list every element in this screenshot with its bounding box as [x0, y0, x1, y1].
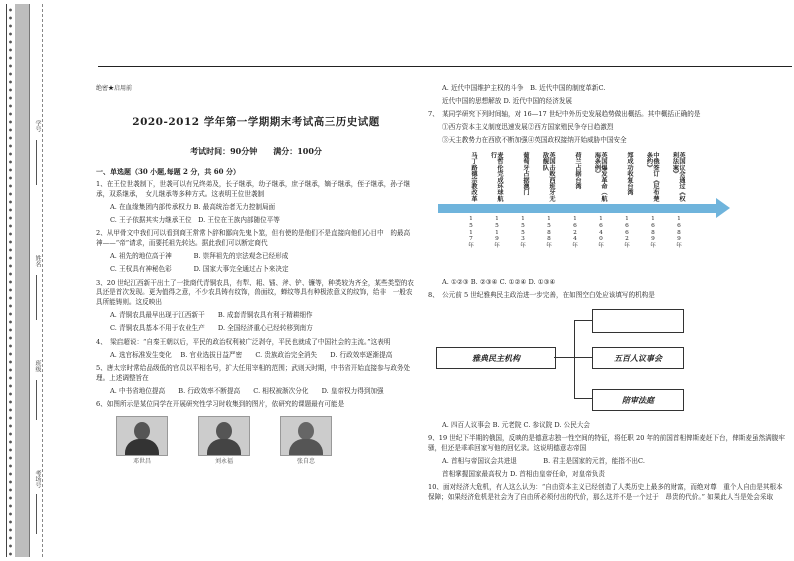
question-text: 3、20 世纪江西新干出土了一批商代青铜农具，有犁、耜、锸、斧、铲、镰等，种类较为齐全，某些类型的农具还是首次发现。更为值得之意，不少农具铸有纹饰，兽面纹，蝉纹等具有种极浓意义的纹饰，给非 一般农具所能铸则。这反映出	[96, 278, 414, 307]
timeline-event: 英国爆发革命（航海条例）	[593, 152, 607, 202]
portrait-caption: 张自忠	[296, 457, 315, 465]
question-list	[428, 84, 788, 146]
answer-options: A. 近代中国维护主权的斗争 B. 近代中国的制度革新C.	[442, 84, 606, 92]
timeline-year: 1 5 5 3 年	[520, 216, 526, 249]
timeline-event: 英国击败西班牙无敌舰队	[541, 152, 555, 202]
portrait-photo	[198, 416, 250, 456]
timeline-year: 1 5 1 7 年	[468, 216, 474, 249]
athens-institution-diagram	[428, 305, 768, 415]
question-text: 5、唐太宗时常给品级低的官员以平相名号，扩大任用宰相的范围；武则天时期，中书省开始直接参与政务处理。上述调整旨在	[96, 363, 411, 382]
timeline-event: 中俄签订《尼布楚条约》	[645, 152, 659, 202]
binding-fill-line	[36, 380, 37, 420]
answer-options: A. 在血缘集团内部传承权力 B. 最高统治者无力控制局面	[110, 203, 276, 212]
timeline-year: 1 6 6 2 年	[624, 216, 630, 249]
cut-line	[42, 4, 43, 557]
exam-time-score: 考试时间：90分钟 满分：100分	[190, 145, 322, 156]
question-list	[428, 278, 788, 301]
answer-options: C. 王子依据其实力继承王位 D. 王位在王族内部随位平等	[110, 216, 280, 225]
timeline-event: 郑成功收复台湾	[626, 152, 633, 196]
answer-options: A. 中书省地位提高 B. 行政效率不断提高 C. 相权被渐次分化 D. 皇帝权力得到加强	[110, 386, 384, 395]
confidential-mark: 绝密★启用前	[96, 85, 133, 92]
timeline-arrow-shaft	[438, 204, 716, 213]
portrait-photo	[116, 416, 168, 456]
portrait-row	[116, 416, 416, 466]
question-text: 6、如图所示是某位同学在开展研究性学习时收集到的图片，依研究的课题最有可能是	[96, 399, 345, 408]
history-timeline	[432, 152, 772, 272]
binding-field-label: 姓名	[34, 255, 41, 267]
portrait-caption: 刘永福	[214, 457, 233, 465]
section-heading: 一、单选题（30 小题,每题 2 分，共 60 分）	[96, 166, 240, 176]
header-rule	[98, 66, 792, 67]
timeline-year: 1 5 1 9 年	[494, 216, 500, 249]
diagram-blank-box	[592, 309, 684, 333]
question-list	[428, 421, 788, 503]
diagram-council-box: 五百人议事会	[592, 347, 684, 369]
timeline-year: 1 6 8 9 年	[650, 216, 656, 249]
timeline-event: 麦哲伦完成环球航行	[489, 152, 503, 202]
binding-grey-band	[15, 4, 29, 557]
timeline-event: 葡萄牙占据澳门	[522, 152, 529, 196]
timeline-event: 荷兰占据台湾	[574, 152, 581, 190]
answer-options: C. 青铜农具基本不用于农业生产 D. 全国经济重心已经转移到南方	[110, 324, 313, 333]
diagram-connector	[574, 320, 592, 321]
question-text: 8、 公元前 5 世纪雅典民主政治进一步完善，在如图空白处应该填写的机构是	[428, 291, 655, 300]
question-text: 2、从甲骨文中我们可以看到商王常常卜辞和鄙向先鬼卜筮，但有使的是他们不是直接向他们心目中 的最高神——“帝”请求，而要托祖先转达。据此我们可以断定商代	[96, 229, 411, 248]
answer-options: ①西方资本主义制度迅速发展②西方国家殖民争夺日趋激烈	[442, 123, 614, 132]
question-text: 10、面对经济大危机，有人这么认为：“自由资本主义已经创造了人类历史上最多的财富，而绝对尊 重个人自由是其根本保障；如果经济危机是社会为了自由所必须付出的代价，那么这并不是一个过于 昂贵的代价。” 如果此人当是处会采取	[428, 483, 783, 502]
timeline-event: 英国议会通过《权利法案》	[671, 152, 685, 202]
binding-edge-line	[29, 4, 30, 557]
diagram-root-box: 雅典民主机构	[436, 347, 556, 369]
portrait	[116, 416, 168, 466]
binding-fill-line	[36, 494, 37, 534]
right-column	[428, 84, 788, 506]
diagram-connector	[554, 357, 574, 358]
answer-options: A. 首相与帝国议会共进退 B. 君主是国家的元首，能指不出C.	[442, 457, 645, 466]
diagram-connector	[574, 357, 592, 358]
timeline-arrow-head	[716, 198, 730, 218]
binding-fill-line	[36, 140, 37, 185]
question-text: 1、在王位世袭制下，世袭可以有兄终弟及，长子继承，幼子继承，庶子继承，嫡子继承，侄子继承，孙子继承，双系继承， 女儿继承等多种方式。这表明王位世袭制	[96, 180, 411, 199]
left-column	[96, 84, 416, 466]
exam-title: 2020-2012 学年第一学期期末考试高三历史试题	[132, 116, 380, 128]
question-list	[96, 180, 416, 409]
answer-options: A. 选官标准发生变化 B. 官业选拔日益严密 C. 贵族政治完全消失 D. 行政效率逐渐提高	[110, 350, 393, 359]
timeline-year: 1 6 2 4 年	[572, 216, 578, 249]
answer-options: A. ①②③ B. ②③④ C. ①②④ D. ①③④	[442, 278, 556, 287]
diagram-connector	[574, 398, 592, 399]
binding-field-label: 考场号	[34, 470, 41, 488]
diagram-court-box: 陪审法庭	[592, 389, 684, 411]
answer-options: A. 青铜农具最早出现于江西新干 B. 成套青铜农具有利于精耕细作	[110, 311, 313, 320]
question-text: 4、 梁启超说：“自秦王朝以后，平民的政治权利被广泛剥夺，平民也就成了中国社会的主流。”这表明	[96, 337, 391, 346]
binding-field-label: 班级	[34, 360, 41, 372]
answer-options: C. 王权具有神秘色彩 D. 国家大事完全通过占卜来决定	[110, 265, 289, 274]
timeline-year: 1 5 8 8 年	[546, 216, 552, 249]
question-text: 7、 某同学研究下列时间轴，对 16—17 世纪中外历史发展趋势做出概括。其中概括正确的是	[428, 110, 701, 119]
binding-strip	[0, 0, 56, 561]
portrait	[198, 416, 250, 466]
timeline-year: 1 6 4 0 年	[598, 216, 604, 249]
answer-options: A. 祖先的地位高于神 B. 崇拜祖先的宗法观念已经形成	[110, 252, 289, 261]
portrait-caption: 邓世昌	[132, 457, 151, 465]
binding-fill-line	[36, 275, 37, 320]
answer-options: 近代中国的思想解放 D. 近代中国的经济发展	[442, 97, 573, 106]
binding-holes	[7, 6, 14, 556]
timeline-year: 1 6 8 9 年	[676, 216, 682, 249]
answer-options: ③天主教势力在西欧不断加强④英国政权接纳开始威胁中国安全	[442, 136, 627, 145]
answer-options: A. 四百人议事会 B. 元老院 C. 参议院 D. 公民大会	[442, 421, 591, 430]
diagram-connector	[574, 320, 575, 398]
binding-field-label: 学号	[34, 120, 41, 132]
question-text: 9、19 世纪下半期的俄国，反映的是德意志独一性空间的特征，将任职 20 年的前国首相俾斯麦赶下台，俾斯麦虽然满腹牢骚，但还是乖乖回家写他的回忆录。这说明德意志帝国	[428, 434, 785, 453]
portrait-photo	[280, 416, 332, 456]
timeline-event: 马丁路德宗教改革	[470, 152, 477, 202]
answer-options: 首相掌握国家最高权力 D. 首相由皇帝任命，对皇帝负责	[442, 470, 605, 479]
portrait	[280, 416, 332, 466]
